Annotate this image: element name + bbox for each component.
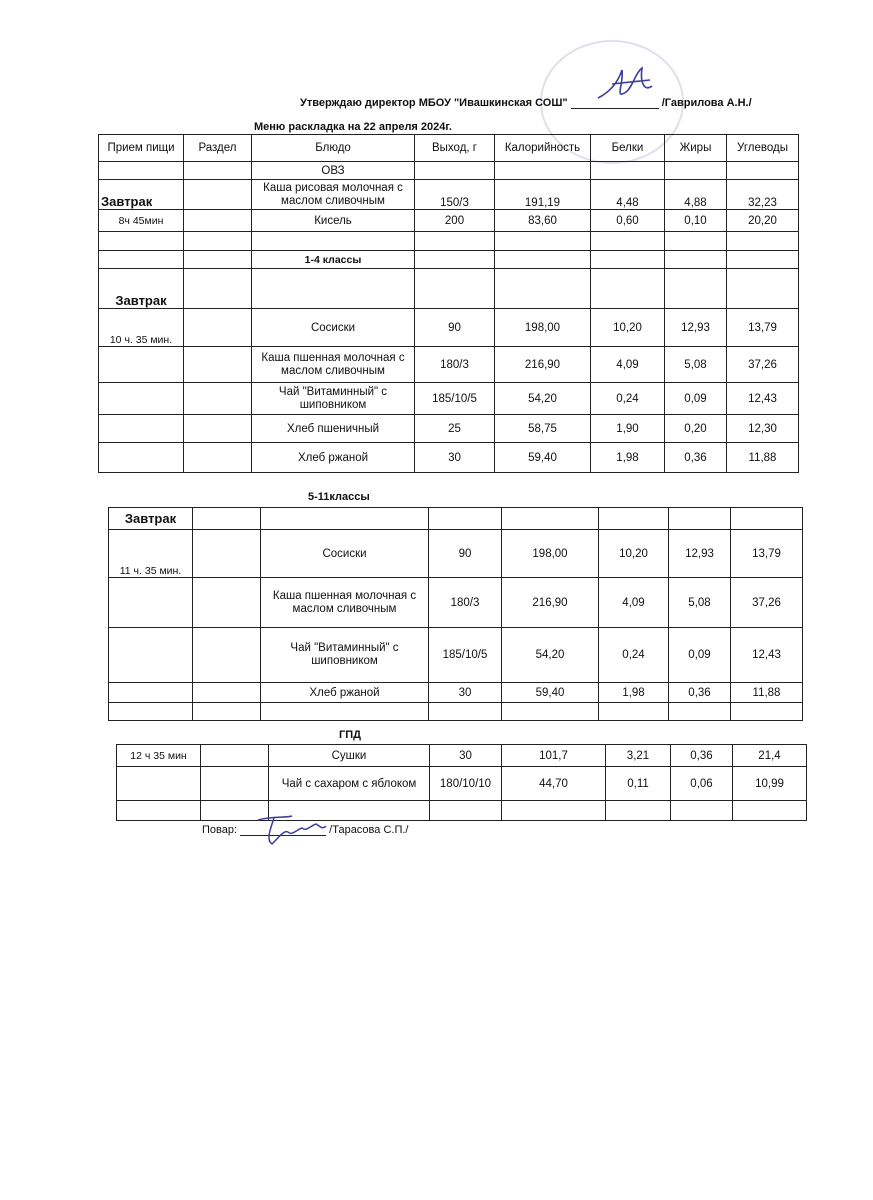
- section-title-gpd: ГПД: [339, 729, 361, 741]
- menu-table-5-11: [108, 507, 803, 721]
- fat-value: 0,36: [669, 683, 731, 703]
- protein-value: 1,98: [591, 443, 665, 473]
- table-header-row: [99, 135, 799, 162]
- table-row: [117, 745, 807, 767]
- fat-value: 4,88: [665, 180, 727, 210]
- weight-value: 180/3: [429, 578, 502, 628]
- table-row: [109, 683, 803, 703]
- col-weight: Выход, г: [415, 135, 495, 162]
- meal-label: Завтрак: [99, 269, 184, 309]
- dish-name: Чай "Витаминный" с шиповником: [252, 383, 415, 415]
- kcal-value: 54,20: [502, 628, 599, 683]
- table-row: [109, 628, 803, 683]
- dish-name: Хлеб пшеничный: [252, 415, 415, 443]
- col-fat: Жиры: [665, 135, 727, 162]
- cook-label: Повар:: [202, 824, 238, 836]
- protein-value: 4,48: [591, 180, 665, 210]
- col-meal: Прием пищи: [99, 135, 184, 162]
- empty-row: [109, 703, 803, 721]
- dish-name: Сосиски: [252, 309, 415, 347]
- cook-name: /Тарасова С.П./: [329, 824, 409, 836]
- weight-value: 185/10/5: [429, 628, 502, 683]
- table-row: [99, 443, 799, 473]
- kcal-value: 83,60: [495, 210, 591, 232]
- protein-value: 1,98: [599, 683, 669, 703]
- protein-value: 0,11: [606, 767, 671, 801]
- protein-value: 3,21: [606, 745, 671, 767]
- protein-value: 4,09: [591, 347, 665, 383]
- carbs-value: 13,79: [731, 530, 803, 578]
- approval-text: Утверждаю директор МБОУ "Ивашкинская СОШ": [300, 97, 568, 109]
- carbs-value: 21,4: [733, 745, 807, 767]
- dish-name: Кисель: [252, 210, 415, 232]
- table-row: [109, 530, 803, 578]
- kcal-value: 54,20: [495, 383, 591, 415]
- col-section: Раздел: [184, 135, 252, 162]
- meal-time: 10 ч. 35 мин.: [99, 309, 184, 347]
- section-label: 1-4 классы: [252, 251, 415, 269]
- protein-value: 0,24: [599, 628, 669, 683]
- dish-name: Чай "Витаминный" с шиповником: [261, 628, 429, 683]
- kcal-value: 58,75: [495, 415, 591, 443]
- empty-row: [117, 801, 807, 821]
- col-kcal: Калорийность: [495, 135, 591, 162]
- table-row: [117, 767, 807, 801]
- table-row: [99, 309, 799, 347]
- dish-name: Сосиски: [261, 530, 429, 578]
- carbs-value: 12,43: [731, 628, 803, 683]
- fat-value: 0,36: [665, 443, 727, 473]
- weight-value: 180/3: [415, 347, 495, 383]
- carbs-value: 13,79: [727, 309, 799, 347]
- carbs-value: 10,99: [733, 767, 807, 801]
- section-row-1-4: [99, 251, 799, 269]
- weight-value: 30: [429, 683, 502, 703]
- weight-value: 185/10/5: [415, 383, 495, 415]
- weight-value: 200: [415, 210, 495, 232]
- table-row: [99, 383, 799, 415]
- fat-value: 0,09: [669, 628, 731, 683]
- meal-label: Завтрак: [99, 180, 184, 210]
- table-row: [99, 210, 799, 232]
- fat-value: 5,08: [669, 578, 731, 628]
- carbs-value: 20,20: [727, 210, 799, 232]
- dish-name: Хлеб ржаной: [261, 683, 429, 703]
- weight-value: 30: [430, 745, 502, 767]
- protein-value: 0,24: [591, 383, 665, 415]
- protein-value: 4,09: [599, 578, 669, 628]
- kcal-value: 59,40: [502, 683, 599, 703]
- fat-value: 0,09: [665, 383, 727, 415]
- carbs-value: 12,30: [727, 415, 799, 443]
- kcal-value: 44,70: [502, 767, 606, 801]
- carbs-value: 37,26: [727, 347, 799, 383]
- table-row: [109, 578, 803, 628]
- table-row: [99, 180, 799, 210]
- meal-time: 11 ч. 35 мин.: [109, 530, 193, 578]
- protein-value: 10,20: [599, 530, 669, 578]
- fat-value: 0,20: [665, 415, 727, 443]
- dish-name: Каша пшенная молочная с маслом сливочным: [261, 578, 429, 628]
- dish-name: Каша пшенная молочная с маслом сливочным: [252, 347, 415, 383]
- kcal-value: 191,19: [495, 180, 591, 210]
- signature-line: [571, 108, 659, 109]
- menu-table-gpd: [116, 744, 807, 821]
- meal-time: 12 ч 35 мин: [117, 745, 201, 767]
- section-title-5-11: 5-11классы: [308, 491, 370, 503]
- table-row: [99, 347, 799, 383]
- col-dish: Блюдо: [252, 135, 415, 162]
- carbs-value: 37,26: [731, 578, 803, 628]
- weight-value: 180/10/10: [430, 767, 502, 801]
- meal-label: Завтрак: [109, 508, 193, 530]
- fat-value: 12,93: [669, 530, 731, 578]
- fat-value: 5,08: [665, 347, 727, 383]
- empty-row: [99, 232, 799, 251]
- table-row: [99, 269, 799, 309]
- weight-value: 150/3: [415, 180, 495, 210]
- meal-time: 8ч 45мин: [99, 210, 184, 232]
- kcal-value: 59,40: [495, 443, 591, 473]
- weight-value: 30: [415, 443, 495, 473]
- director-name: /Гаврилова А.Н./: [661, 97, 752, 109]
- section-label: ОВЗ: [252, 162, 415, 180]
- fat-value: 0,10: [665, 210, 727, 232]
- protein-value: 10,20: [591, 309, 665, 347]
- table-row: [99, 415, 799, 443]
- kcal-value: 198,00: [495, 309, 591, 347]
- col-protein: Белки: [591, 135, 665, 162]
- weight-value: 90: [429, 530, 502, 578]
- kcal-value: 216,90: [495, 347, 591, 383]
- carbs-value: 12,43: [727, 383, 799, 415]
- kcal-value: 216,90: [502, 578, 599, 628]
- section-row-ovz: [99, 162, 799, 180]
- kcal-value: 198,00: [502, 530, 599, 578]
- protein-value: 1,90: [591, 415, 665, 443]
- weight-value: 25: [415, 415, 495, 443]
- dish-name: Хлеб ржаной: [252, 443, 415, 473]
- menu-title: Меню раскладка на 22 апреля 2024г.: [254, 121, 452, 133]
- fat-value: 0,06: [671, 767, 733, 801]
- col-carbs: Углеводы: [727, 135, 799, 162]
- dish-name: Сушки: [269, 745, 430, 767]
- carbs-value: 11,88: [727, 443, 799, 473]
- table-row: [109, 508, 803, 530]
- carbs-value: 32,23: [727, 180, 799, 210]
- cook-signature: [252, 810, 332, 850]
- fat-value: 0,36: [671, 745, 733, 767]
- dish-name: Каша рисовая молочная с маслом сливочным: [252, 180, 415, 210]
- kcal-value: 101,7: [502, 745, 606, 767]
- fat-value: 12,93: [665, 309, 727, 347]
- dish-name: Чай с сахаром с яблоком: [269, 767, 430, 801]
- protein-value: 0,60: [591, 210, 665, 232]
- weight-value: 90: [415, 309, 495, 347]
- carbs-value: 11,88: [731, 683, 803, 703]
- menu-table-main: [98, 134, 799, 473]
